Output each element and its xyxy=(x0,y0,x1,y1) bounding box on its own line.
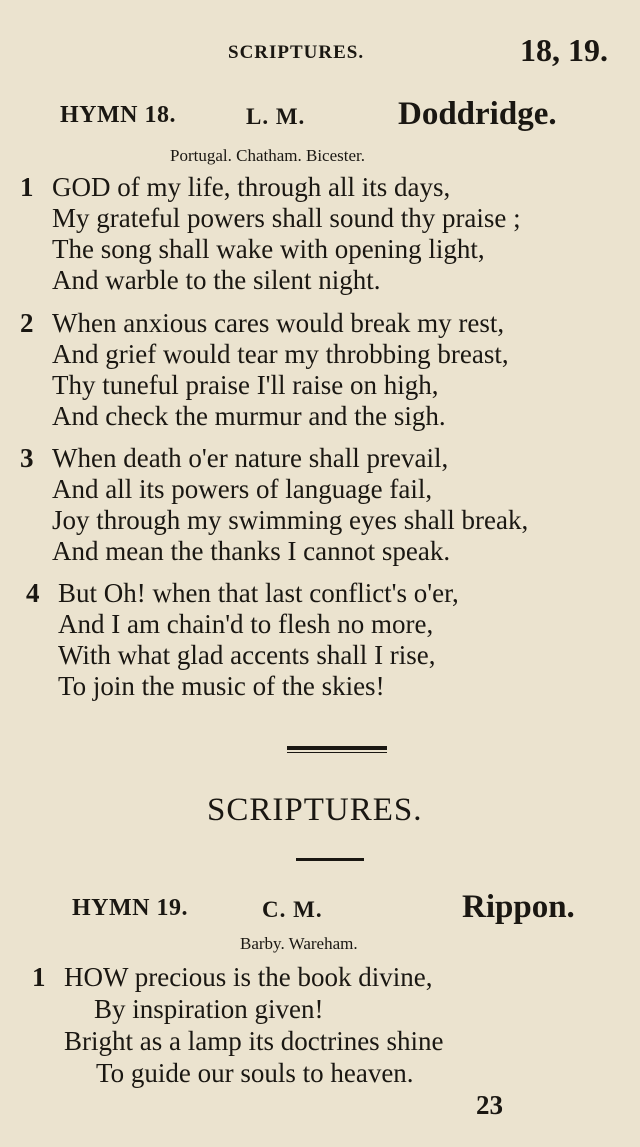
stanza-number: 1 xyxy=(32,962,46,992)
verse-line: When death o'er nature shall prevail, xyxy=(52,443,449,473)
section-divider-hairline xyxy=(287,752,387,753)
hymn-18-meter: L. M. xyxy=(246,104,306,129)
verse-line: My grateful powers shall sound thy praise ; xyxy=(52,203,521,233)
page-number: 23 xyxy=(476,1090,503,1120)
stanza-number: 3 xyxy=(20,443,34,473)
verse-line: To guide our souls to heaven. xyxy=(96,1058,414,1088)
verse-line: With what glad accents shall I rise, xyxy=(58,640,436,670)
verse-line: And check the murmur and the sigh. xyxy=(52,401,446,431)
stanza-number: 1 xyxy=(20,172,34,202)
verse-line: Bright as a lamp its doctrines shine xyxy=(64,1026,444,1056)
hymn-19-meter: C. M. xyxy=(262,897,323,922)
hymn-18-tunes: Portugal. Chatham. Bicester. xyxy=(170,146,365,165)
verse-line: And grief would tear my throbbing breast, xyxy=(52,339,509,369)
verse-line: Thy tuneful praise I'll raise on high, xyxy=(52,370,439,400)
verse-line: HOW precious is the book divine, xyxy=(64,962,433,992)
verse-line: Joy through my swimming eyes shall break, xyxy=(52,505,529,535)
verse-line: When anxious cares would break my rest, xyxy=(52,308,505,338)
verse-line: To join the music of the skies! xyxy=(58,671,385,701)
hymn-19-author: Rippon. xyxy=(462,889,575,925)
verse-line: But Oh! when that last conflict's o'er, xyxy=(58,578,459,608)
verse-line: GOD of my life, through all its days, xyxy=(52,172,451,202)
hymn-19-number: HYMN 19. xyxy=(72,895,188,921)
running-title: SCRIPTURES. xyxy=(228,42,365,63)
hymn-range: 18, 19. xyxy=(520,32,608,68)
section-underline xyxy=(296,858,364,861)
stanza-number: 2 xyxy=(20,308,34,338)
verse-line: By inspiration given! xyxy=(94,994,324,1024)
stanza-number: 4 xyxy=(26,578,40,608)
verse-line: And warble to the silent night. xyxy=(52,265,381,295)
verse-line: The song shall wake with opening light, xyxy=(52,234,485,264)
section-title: SCRIPTURES. xyxy=(207,792,423,828)
verse-line: And I am chain'd to flesh no more, xyxy=(58,609,434,639)
verse-line: And all its powers of language fail, xyxy=(52,474,433,504)
section-divider xyxy=(287,746,387,750)
hymn-18-number: HYMN 18. xyxy=(60,102,176,128)
verse-line: And mean the thanks I cannot speak. xyxy=(52,536,451,566)
hymn-18-author: Doddridge. xyxy=(398,96,557,132)
hymn-19-tunes: Barby. Wareham. xyxy=(240,934,358,953)
